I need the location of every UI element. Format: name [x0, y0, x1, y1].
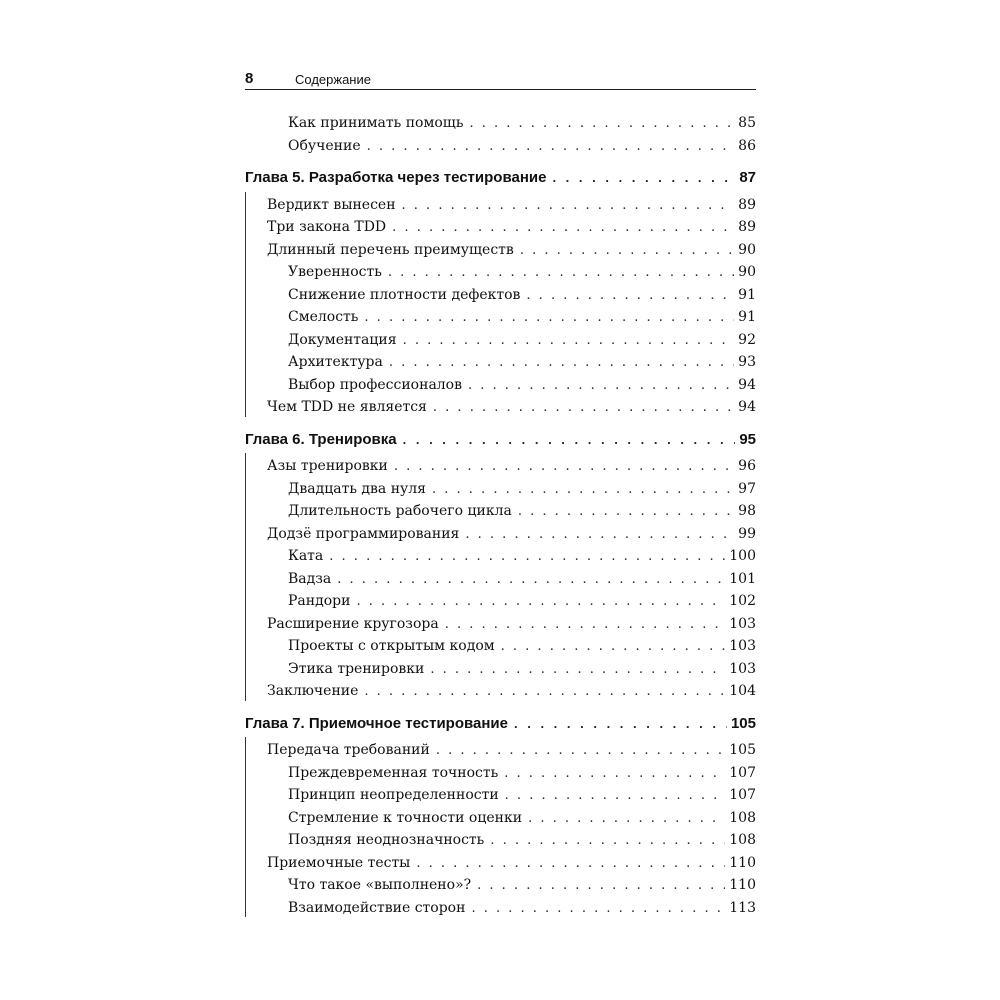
entry-title: Додзё программирования	[267, 525, 460, 542]
toc-entry	[245, 306, 756, 328]
toc-entry	[245, 635, 756, 657]
dot-leader	[552, 167, 735, 189]
entry-page-number: 103	[729, 660, 756, 677]
dot-leader	[520, 240, 734, 262]
entry-page-number: 107	[729, 764, 756, 781]
dot-leader	[501, 636, 726, 658]
dot-leader	[430, 659, 725, 681]
toc-entry	[245, 658, 756, 680]
entry-title: Снижение плотности дефектов	[288, 286, 521, 303]
dot-leader	[433, 397, 734, 419]
entry-page-number: 100	[729, 548, 756, 564]
entry-title: Вердикт вынесен	[267, 196, 396, 213]
dot-leader	[364, 307, 734, 329]
entry-page-number: 105	[730, 714, 756, 732]
entry-page-number: 90	[738, 264, 756, 280]
dot-leader	[402, 195, 735, 217]
toc-chapter-entry	[245, 429, 756, 451]
entry-title: Этика тренировки	[288, 660, 425, 677]
entry-title: Архитектура	[288, 354, 383, 370]
dot-leader	[367, 136, 735, 158]
entry-title: Стремление к точности оценки	[288, 809, 523, 826]
chapter-group-rule	[245, 453, 246, 701]
entry-title: Рандори	[288, 593, 351, 609]
entry-title: Проекты с открытым кодом	[288, 638, 495, 654]
dot-leader	[471, 898, 725, 920]
entry-page-number: 110	[729, 877, 756, 893]
toc-entry	[245, 523, 756, 545]
entry-title: Передача требований	[267, 742, 430, 758]
dot-leader	[477, 875, 725, 897]
dot-leader	[528, 808, 725, 830]
toc-entry	[245, 216, 756, 238]
toc-entry	[245, 784, 756, 806]
entry-title: Выбор профессионалов	[288, 376, 462, 393]
toc-entry	[245, 568, 756, 590]
entry-title: Смелость	[288, 309, 359, 325]
dot-leader	[416, 853, 725, 875]
entry-title: Взаимодействие сторон	[288, 899, 466, 916]
dot-leader	[514, 713, 727, 735]
toc-entry	[245, 829, 756, 851]
toc-entry	[245, 545, 756, 567]
entry-title: Азы тренировки	[267, 458, 388, 474]
page	[245, 66, 756, 916]
dot-leader	[469, 113, 734, 135]
entry-page-number: 102	[729, 593, 756, 609]
entry-title: Что такое «выполнено»?	[288, 877, 472, 893]
chapter-group-rule	[245, 737, 246, 917]
entry-page-number: 103	[729, 638, 756, 654]
dot-leader	[392, 217, 734, 239]
toc-chapter-entry	[245, 713, 756, 735]
entry-page-number: 105	[729, 742, 756, 758]
dot-leader	[394, 456, 734, 478]
toc-chapter-entry	[245, 167, 756, 189]
entry-title: Длительность рабочего цикла	[288, 503, 512, 519]
toc-entry	[245, 194, 756, 216]
dot-leader	[468, 375, 734, 397]
entry-title: Глава 7. Приемочное тестирование	[245, 714, 508, 732]
dot-leader	[504, 763, 725, 785]
entry-page-number: 97	[738, 480, 756, 497]
entry-page-number: 85	[738, 115, 756, 131]
toc-entry	[245, 112, 756, 134]
toc-entry	[245, 284, 756, 306]
entry-page-number: 95	[739, 430, 756, 448]
page-number: 8	[245, 70, 254, 87]
entry-title: Вадза	[288, 570, 332, 587]
toc-entry	[245, 374, 756, 396]
entry-page-number: 94	[738, 376, 756, 393]
dot-leader	[432, 479, 734, 501]
running-head	[245, 66, 756, 90]
entry-page-number: 89	[738, 219, 756, 235]
dot-leader	[364, 681, 725, 703]
toc-entry	[245, 613, 756, 635]
toc-entry	[245, 239, 756, 261]
dot-leader	[445, 614, 726, 636]
entry-page-number: 93	[738, 354, 756, 370]
entry-page-number: 104	[729, 683, 756, 699]
entry-page-number: 91	[738, 286, 756, 303]
running-title: Содержание	[295, 72, 371, 87]
entry-page-number: 87	[739, 169, 756, 186]
dot-leader	[329, 546, 725, 568]
toc-entry	[245, 396, 756, 418]
dot-leader	[403, 330, 735, 352]
toc-entry	[245, 135, 756, 157]
entry-title: Глава 6. Тренировка	[245, 430, 397, 448]
toc-entry	[245, 261, 756, 283]
entry-page-number: 89	[738, 196, 756, 213]
entry-title: Глава 5. Разработка через тестирование	[245, 169, 547, 186]
dot-leader	[490, 830, 725, 852]
toc-entry	[245, 852, 756, 874]
entry-title: Как принимать помощь	[288, 115, 464, 131]
entry-title: Принцип неопределенности	[288, 787, 499, 803]
dot-leader	[518, 501, 734, 523]
entry-page-number: 107	[729, 787, 756, 803]
dot-leader	[356, 591, 725, 613]
dot-leader	[526, 285, 734, 307]
toc-entry	[245, 807, 756, 829]
toc-entry	[245, 455, 756, 477]
toc-entry	[245, 739, 756, 761]
toc-entry	[245, 897, 756, 919]
dot-leader	[403, 429, 736, 451]
entry-title: Длинный перечень преимуществ	[267, 241, 514, 258]
entry-title: Поздняя неоднозначность	[288, 832, 485, 848]
entry-page-number: 108	[729, 832, 756, 848]
dot-leader	[389, 352, 734, 374]
entry-title: Обучение	[288, 137, 361, 154]
entry-title: Уверенность	[288, 264, 382, 280]
entry-page-number: 92	[738, 331, 756, 348]
entry-page-number: 99	[738, 525, 756, 542]
dot-leader	[388, 262, 734, 284]
entry-page-number: 91	[738, 309, 756, 325]
entry-title: Чем TDD не является	[267, 399, 427, 415]
chapter-group-rule	[245, 192, 246, 417]
entry-page-number: 86	[738, 137, 756, 154]
toc-entry	[245, 351, 756, 373]
toc-entry	[245, 329, 756, 351]
dot-leader	[436, 740, 725, 762]
toc-entry	[245, 590, 756, 612]
entry-title: Преждевременная точность	[288, 764, 499, 781]
entry-page-number: 96	[738, 458, 756, 474]
entry-page-number: 98	[738, 503, 756, 519]
entry-title: Двадцать два нуля	[288, 480, 426, 497]
toc-entry	[245, 500, 756, 522]
entry-page-number: 101	[729, 570, 756, 587]
entry-title: Приемочные тесты	[267, 854, 411, 871]
toc-entry	[245, 680, 756, 702]
entry-title: Расширение кругозора	[267, 615, 439, 632]
entry-page-number: 90	[738, 241, 756, 258]
entry-page-number: 108	[729, 809, 756, 826]
toc-entry	[245, 762, 756, 784]
entry-page-number: 113	[729, 899, 756, 916]
entry-title: Три закона TDD	[267, 219, 387, 235]
entry-title: Документация	[288, 331, 397, 348]
entry-page-number: 103	[729, 615, 756, 632]
entry-page-number: 110	[729, 854, 756, 871]
toc-entry	[245, 478, 756, 500]
entry-title: Ката	[288, 548, 324, 564]
dot-leader	[337, 569, 725, 591]
entry-title: Заключение	[267, 683, 359, 699]
entry-page-number: 94	[738, 399, 756, 415]
dot-leader	[505, 785, 726, 807]
toc-entry	[245, 874, 756, 896]
dot-leader	[465, 524, 734, 546]
